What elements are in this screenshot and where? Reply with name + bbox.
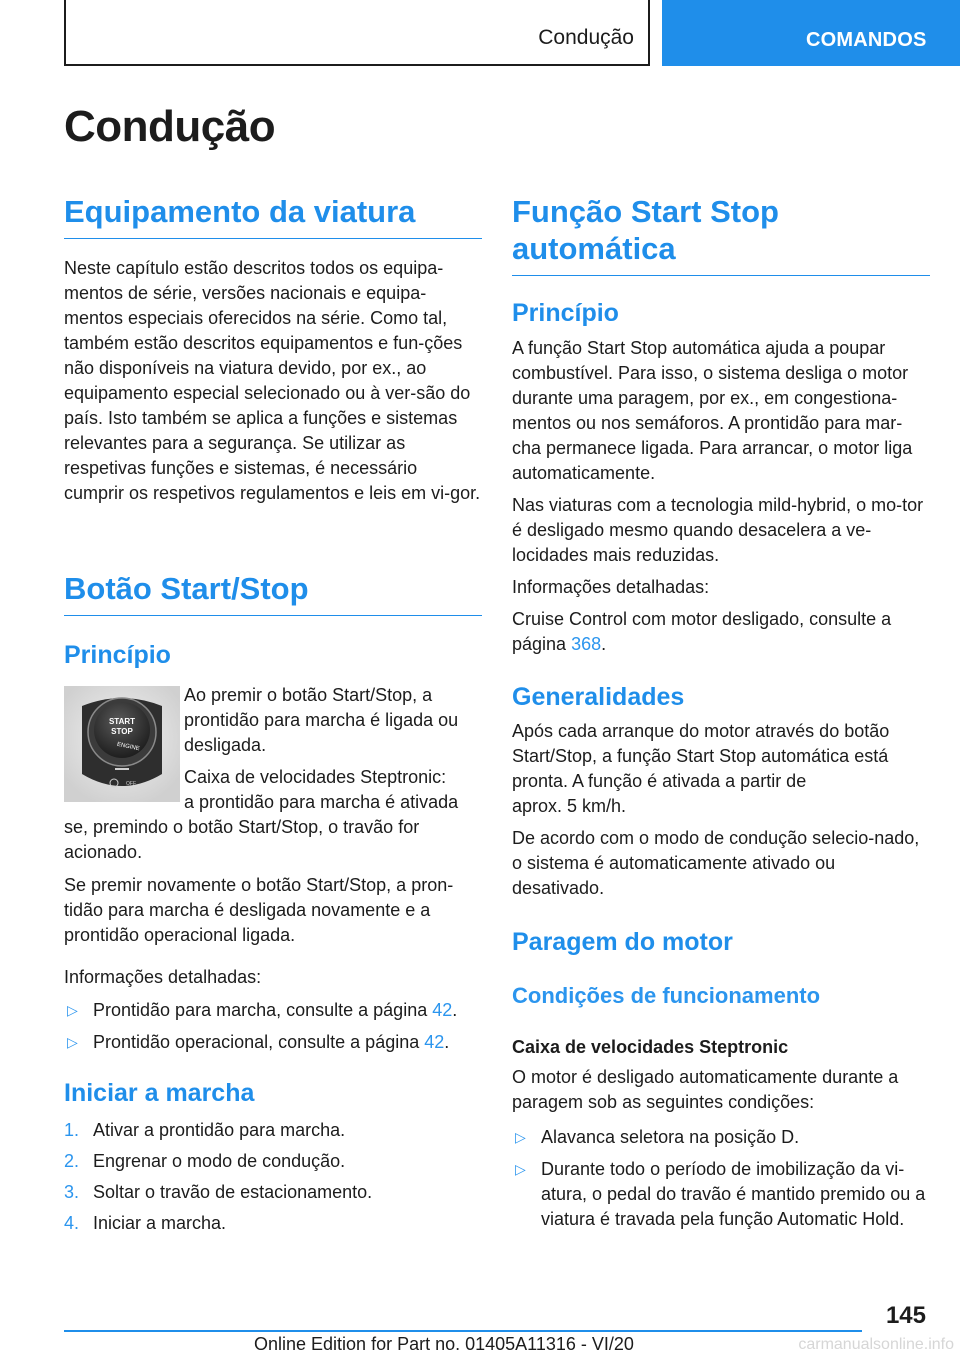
header-chapter-label: COMANDOS xyxy=(806,29,927,51)
heading-caixa-steptronic: Caixa de velocidades Steptronic xyxy=(512,1037,789,1057)
paragraph-generalidades-1: Após cada arranque do motor através do botão Start/Stop, a função Start Stop automática está pronta. A função é ativada a partir de xyxy=(512,721,890,791)
heading-iniciar-marcha: Iniciar a marcha xyxy=(64,1079,255,1107)
heading-principio-right: Princípio xyxy=(512,299,619,327)
heading-paragem-motor: Paragem do motor xyxy=(512,928,733,956)
header-section-box xyxy=(64,0,650,66)
footer-divider xyxy=(64,1330,862,1332)
start-stop-button-image xyxy=(64,686,180,802)
footer-edition: Online Edition for Part no. 01405A11316 - VI/20 xyxy=(254,1334,634,1354)
heading-equipamento: Equipamento da viatura xyxy=(64,193,482,239)
page-link-368[interactable]: 368 xyxy=(571,634,602,654)
triangle-right-icon: ▷ xyxy=(67,1034,78,1050)
step-number: 3. xyxy=(64,1182,80,1202)
heading-funcao-start-stop-line2: automática xyxy=(512,230,930,276)
header-section-label: Condução xyxy=(538,26,634,49)
page-number: 145 xyxy=(885,1302,926,1329)
page-header xyxy=(0,0,960,66)
paragraph-equipamento: Neste capítulo estão descritos todos os equipa-mentos de série, versões nacionais e equipa-mentos especiais oferecidos na série. Como tal, também estão descritos equipamentos e fun-ções não disponíveis na viatura devido, por ex., ao equipamento especial selecionado ou à ver-são do país. Isto também se aplica a funções e sistemas relevantes para a segurança. Se utilizar as respetivas funções e sistemas, é necessário cumprir os respetivos regulamentos e leis em vi-gor. xyxy=(64,258,481,503)
paragraph-principio-2b: a prontidão para marcha é ativada xyxy=(184,792,459,812)
button-start-label: START xyxy=(108,717,136,726)
paragraph-paragem-1: O motor é desligado automaticamente durante a paragem sob as seguintes condições: xyxy=(512,1067,899,1112)
info-label-right: Informações detalhadas: xyxy=(512,577,710,597)
button-stop-label: STOP xyxy=(111,727,133,736)
paragraph-funcao-2: Nas viaturas com a tecnologia mild-hybrid, o mo-tor é desligado mesmo quando desacelera a ve-locidades mais reduzidas. xyxy=(512,495,924,565)
paragraph-generalidades-1b: aprox. 5 km/h. xyxy=(512,796,627,816)
heading-botao-start-stop: Botão Start/Stop xyxy=(64,570,482,616)
heading-generalidades: Generalidades xyxy=(512,683,685,711)
step-text: Engrenar o modo de condução. xyxy=(93,1151,346,1171)
paragraph-principio-1: Ao premir o botão Start/Stop, a prontidão para marcha é ligada ou desligada. xyxy=(184,685,459,755)
step-number: 2. xyxy=(64,1151,80,1171)
paragraph-funcao-3: Cruise Control com motor desligado, consulte a página 368. xyxy=(512,609,892,654)
triangle-right-icon: ▷ xyxy=(515,1161,526,1177)
list-item-text: Prontidão para marcha, consulte a página xyxy=(93,1000,433,1020)
button-engine-label: ENGINE xyxy=(116,741,141,753)
page-link-42[interactable]: 42 xyxy=(424,1032,445,1052)
info-label-left: Informações detalhadas: xyxy=(64,967,262,987)
list-item-text: Prontidão operacional, consulte a página xyxy=(93,1032,425,1052)
heading-condicoes: Condições de funcionamento xyxy=(512,983,821,1008)
step-number: 4. xyxy=(64,1213,80,1233)
page-link-42[interactable]: 42 xyxy=(432,1000,453,1020)
triangle-right-icon: ▷ xyxy=(67,1002,78,1018)
paragraph-principio-3: Se premir novamente o botão Start/Stop, a pron-tidão para marcha é desligada novamente e a prontidão operacional ligada. xyxy=(64,875,454,945)
button-off-label: OFF xyxy=(126,781,136,787)
list-item-text: Alavanca seletora na posição D. xyxy=(541,1127,800,1147)
paragraph-principio-2c: se, premindo o botão Start/Stop, o travão for acionado. xyxy=(64,817,420,862)
step-number: 1. xyxy=(64,1120,80,1140)
list-item-text: Durante todo o período de imobilização da vi-atura, o pedal do travão é mantido premido ou a viatura é travada pela função Automatic Hold. xyxy=(541,1159,926,1229)
paragraph-generalidades-2: De acordo com o modo de condução selecio-nado, o sistema é automaticamente ativado ou desativado. xyxy=(512,828,920,898)
page-title: Condução xyxy=(64,102,276,151)
footer-watermark: carmanualsonline.info xyxy=(798,1336,954,1353)
paragraph-funcao-1: A função Start Stop automática ajuda a poupar combustível. Para isso, o sistema desliga o motor durante uma paragem, por ex., em congestiona-mentos ou nos semáforos. A prontidão para mar-cha permanece ligada. Para arrancar, o motor liga automaticamente. xyxy=(512,338,913,483)
heading-principio-left: Princípio xyxy=(64,641,171,669)
paragraph-principio-2a: Caixa de velocidades Steptronic: xyxy=(184,767,447,787)
heading-funcao-start-stop-line1: Função Start Stop xyxy=(512,194,779,229)
header-chapter-tab[interactable] xyxy=(662,0,960,66)
triangle-right-icon: ▷ xyxy=(515,1129,526,1145)
step-text: Soltar o travão de estacionamento. xyxy=(93,1182,373,1202)
step-text: Iniciar a marcha. xyxy=(93,1213,227,1233)
step-text: Ativar a prontidão para marcha. xyxy=(93,1120,346,1140)
start-stop-button-icon xyxy=(64,686,180,802)
